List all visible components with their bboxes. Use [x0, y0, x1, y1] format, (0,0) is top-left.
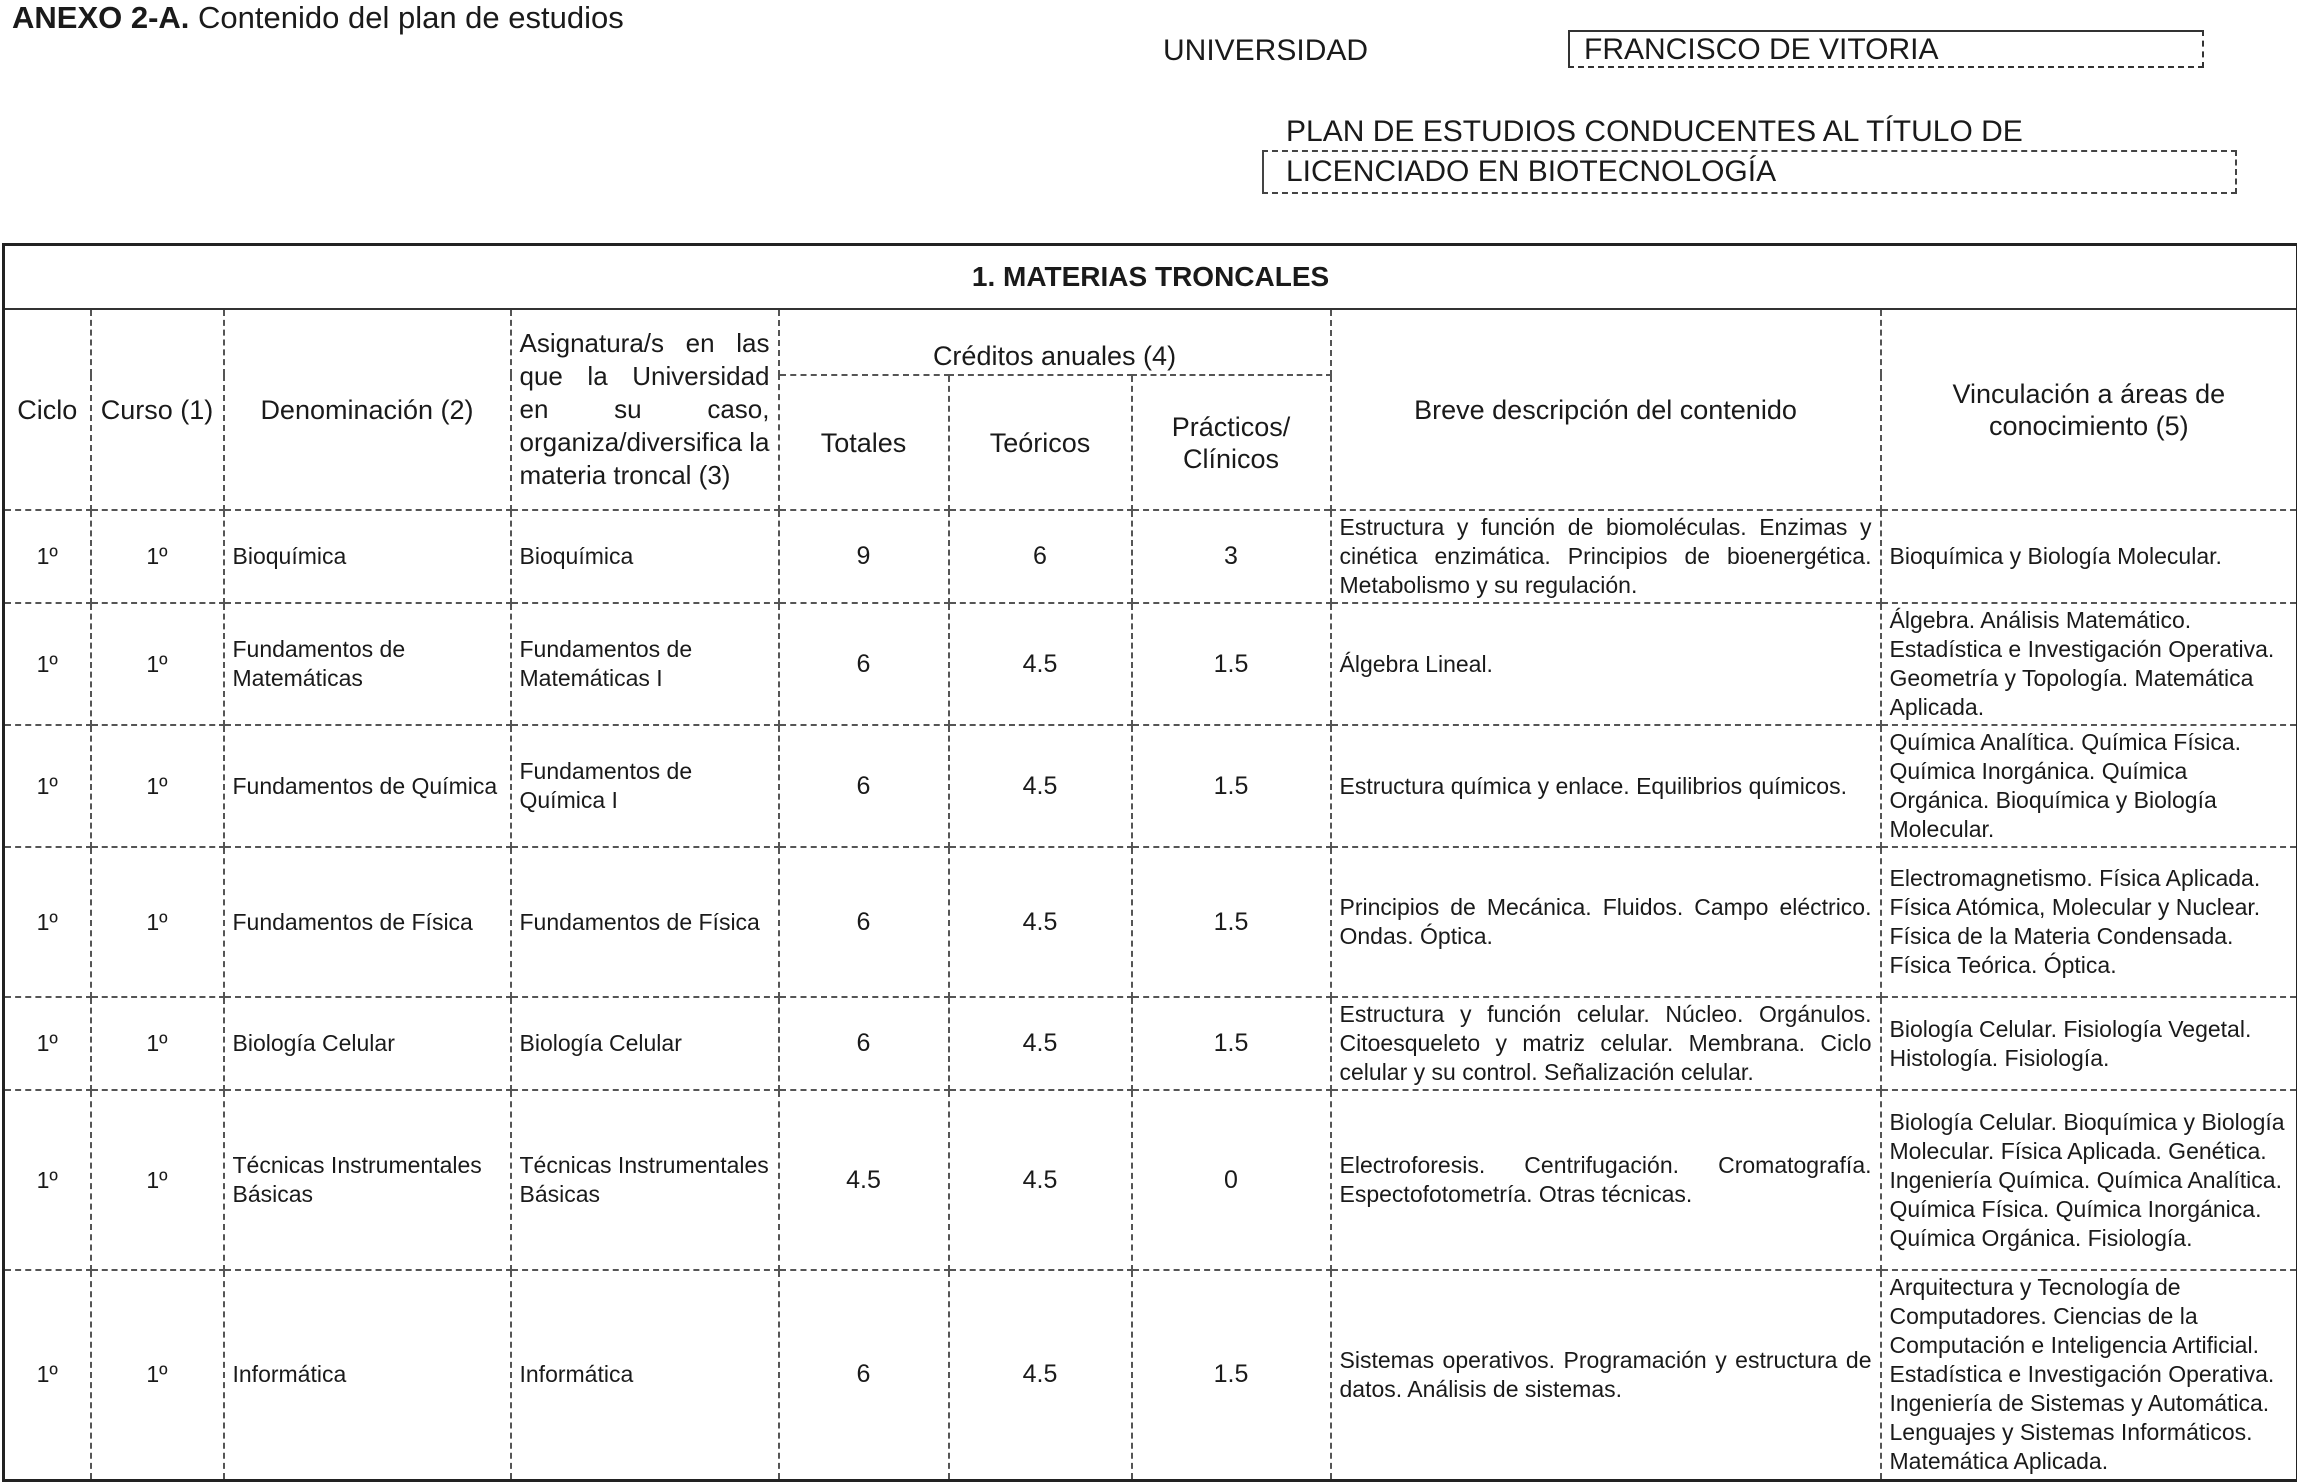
cell-asignatura: Bioquímica: [511, 510, 779, 603]
col-curso: Curso (1): [91, 309, 224, 510]
cell-teoricos: 4.5: [949, 1270, 1132, 1480]
cell-curso: 1º: [91, 603, 224, 725]
col-ciclo: Ciclo: [4, 309, 91, 510]
annex-heading: [12, 0, 624, 36]
cell-practicos: 1.5: [1132, 603, 1331, 725]
table-row: [4, 847, 2297, 997]
cell-curso: 1º: [91, 510, 224, 603]
cell-teoricos: 4.5: [949, 997, 1132, 1090]
cell-asignatura: Fundamentos de Física: [511, 847, 779, 997]
cell-vinculacion: Química Analítica. Química Física. Química Inorgánica. Química Orgánica. Bioquímica y Biología Molecular.: [1881, 725, 2297, 847]
table-row: [4, 510, 2297, 603]
annex-text: Contenido del plan de estudios: [189, 0, 623, 35]
cell-vinculacion: Biología Celular. Fisiología Vegetal. Histología. Fisiología.: [1881, 997, 2297, 1090]
cell-vinculacion: Bioquímica y Biología Molecular.: [1881, 510, 2297, 603]
col-creditos: Créditos anuales (4): [779, 309, 1331, 375]
cell-vinculacion: Biología Celular. Bioquímica y Biología Molecular. Física Aplicada. Genética. Ingeniería Química. Química Analítica. Química Física. Química Inorgánica. Química Orgánica. Fisiología.: [1881, 1090, 2297, 1270]
col-descripcion: Breve descripción del contenido: [1331, 309, 1881, 510]
table-row: [4, 725, 2297, 847]
cell-denominacion: Bioquímica: [224, 510, 511, 603]
cell-totales: 4.5: [779, 1090, 949, 1270]
cell-denominacion: Fundamentos de Física: [224, 847, 511, 997]
table-row: [4, 1270, 2297, 1480]
cell-totales: 6: [779, 603, 949, 725]
cell-totales: 6: [779, 997, 949, 1090]
cell-practicos: 1.5: [1132, 847, 1331, 997]
cell-ciclo: 1º: [4, 1090, 91, 1270]
cell-asignatura: Informática: [511, 1270, 779, 1480]
cell-ciclo: 1º: [4, 997, 91, 1090]
cell-practicos: 1.5: [1132, 997, 1331, 1090]
cell-curso: 1º: [91, 1270, 224, 1480]
cell-curso: 1º: [91, 847, 224, 997]
cell-ciclo: 1º: [4, 603, 91, 725]
cell-totales: 6: [779, 725, 949, 847]
cell-descripcion: Estructura química y enlace. Equilibrios químicos.: [1331, 725, 1881, 847]
cell-totales: 6: [779, 1270, 949, 1480]
cell-asignatura: Fundamentos de Matemáticas I: [511, 603, 779, 725]
cell-curso: 1º: [91, 997, 224, 1090]
cell-practicos: 1.5: [1132, 725, 1331, 847]
cell-practicos: 3: [1132, 510, 1331, 603]
cell-denominacion: Biología Celular: [224, 997, 511, 1090]
cell-ciclo: 1º: [4, 847, 91, 997]
cell-descripcion: Álgebra Lineal.: [1331, 603, 1881, 725]
cell-curso: 1º: [91, 1090, 224, 1270]
cell-teoricos: 6: [949, 510, 1132, 603]
cell-asignatura: Fundamentos de Química I: [511, 725, 779, 847]
table-row: [4, 1090, 2297, 1270]
university-label: UNIVERSIDAD: [1163, 34, 1368, 68]
cell-asignatura: Biología Celular: [511, 997, 779, 1090]
cell-descripcion: Sistemas operativos. Programación y estructura de datos. Análisis de sistemas.: [1331, 1270, 1881, 1480]
cell-totales: 6: [779, 847, 949, 997]
cell-practicos: 0: [1132, 1090, 1331, 1270]
col-teoricos: Teóricos: [949, 375, 1132, 510]
cell-curso: 1º: [91, 725, 224, 847]
col-totales: Totales: [779, 375, 949, 510]
core-subjects-table: [2, 243, 2297, 1482]
cell-practicos: 1.5: [1132, 1270, 1331, 1480]
table-row: [4, 997, 2297, 1090]
col-asignatura: Asignatura/s en las que la Universidad en su caso, organiza/diversifica la materia troncal (3): [511, 309, 779, 510]
cell-teoricos: 4.5: [949, 725, 1132, 847]
cell-vinculacion: Álgebra. Análisis Matemático. Estadística e Investigación Operativa. Geometría y Topología. Matemática Aplicada.: [1881, 603, 2297, 725]
cell-denominacion: Fundamentos de Matemáticas: [224, 603, 511, 725]
col-vinculacion: Vinculación a áreas de conocimiento (5): [1881, 309, 2297, 510]
cell-descripcion: Principios de Mecánica. Fluidos. Campo eléctrico. Ondas. Óptica.: [1331, 847, 1881, 997]
cell-ciclo: 1º: [4, 1270, 91, 1480]
cell-denominacion: Informática: [224, 1270, 511, 1480]
cell-vinculacion: Electromagnetismo. Física Aplicada. Física Atómica, Molecular y Nuclear. Física de la Materia Condensada. Física Teórica. Óptica.: [1881, 847, 2297, 997]
cell-teoricos: 4.5: [949, 1090, 1132, 1270]
degree-title-field: LICENCIADO EN BIOTECNOLOGÍA: [1262, 150, 2237, 194]
table-row: [4, 603, 2297, 725]
annex-label: ANEXO 2-A.: [12, 0, 189, 35]
cell-asignatura: Técnicas Instrumentales Básicas: [511, 1090, 779, 1270]
cell-descripcion: Electroforesis. Centrifugación. Cromatografía. Espectofotometría. Otras técnicas.: [1331, 1090, 1881, 1270]
cell-totales: 9: [779, 510, 949, 603]
plan-label: PLAN DE ESTUDIOS CONDUCENTES AL TÍTULO DE: [1286, 115, 2023, 149]
cell-descripcion: Estructura y función de biomoléculas. Enzimas y cinética enzimática. Principios de bioenergética. Metabolismo y su regulación.: [1331, 510, 1881, 603]
col-practicos: Prácticos/ Clínicos: [1132, 375, 1331, 510]
cell-descripcion: Estructura y función celular. Núcleo. Orgánulos. Citoesqueleto y matriz celular. Membrana. Ciclo celular y su control. Señalización celular.: [1331, 997, 1881, 1090]
cell-vinculacion: Arquitectura y Tecnología de Computadores. Ciencias de la Computación e Inteligencia Artificial. Estadística e Investigación Operativa. Ingeniería de Sistemas y Automática. Lenguajes y Sistemas Informáticos. Matemática Aplicada.: [1881, 1270, 2297, 1480]
cell-ciclo: 1º: [4, 510, 91, 603]
table-title: 1. MATERIAS TRONCALES: [4, 245, 2297, 310]
cell-teoricos: 4.5: [949, 603, 1132, 725]
cell-teoricos: 4.5: [949, 847, 1132, 997]
university-name-field: FRANCISCO DE VITORIA: [1568, 30, 2204, 68]
cell-ciclo: 1º: [4, 725, 91, 847]
col-denominacion: Denominación (2): [224, 309, 511, 510]
cell-denominacion: Fundamentos de Química: [224, 725, 511, 847]
cell-denominacion: Técnicas Instrumentales Básicas: [224, 1090, 511, 1270]
